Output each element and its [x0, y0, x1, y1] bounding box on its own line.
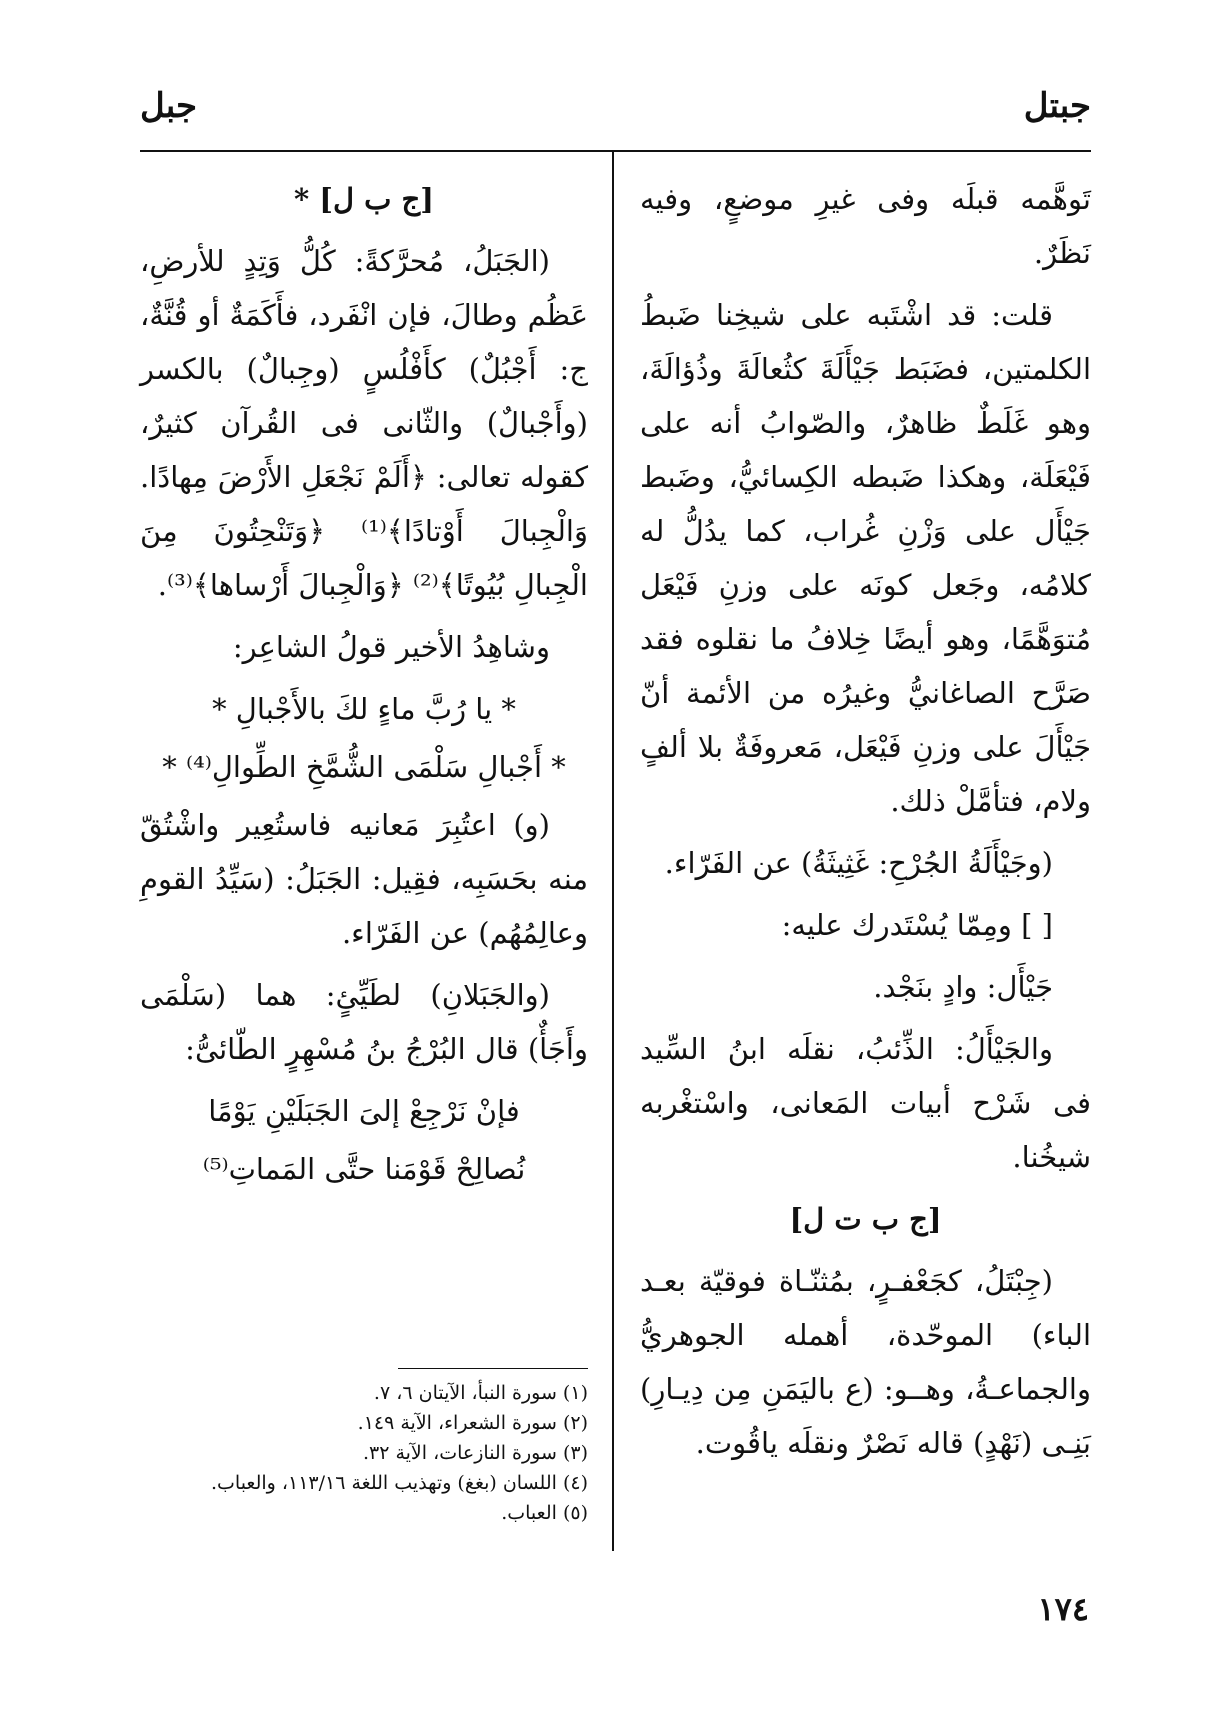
verse-line: نُصالِحْ قَوْمَنا حتَّى المَماتِ⁽⁵⁾: [202, 1152, 526, 1186]
footnote: (٣) سورة النازعات، الآية ٣٢.: [362, 1442, 588, 1464]
column-divider: [612, 151, 614, 1551]
section-heading: [ج ب ل] *: [294, 182, 434, 216]
paragraph: والجَيْأَلُ: الذِّئبُ، نقلَه ابنُ السِّيد فى شَرْح أبيات المَعانى، واسْتغْربه شيخُنا.: [640, 1032, 1091, 1174]
verse-line: * يا رُبَّ ماءٍ لكَ بالأَجْبالِ *: [212, 692, 516, 726]
paragraph: وشاهِدُ الأخير قولُ الشاعِر:: [232, 630, 550, 664]
paragraph: (و) اعتُبِرَ مَعانيه فاستُعِير واشْتُقّ منه بحَسَبِه، فقِيل: الجَبَلُ: (سَيِّدُ القومِ وعالِمُهُم) عن الفَرّاء.: [140, 808, 588, 950]
verse-line: * أَجْبالِ سَلْمَى الشُّمَّخِ الطِّوالِ⁽⁴⁾ *: [162, 750, 566, 784]
footnote: (١) سورة النبأ، الآيتان ٦، ٧.: [373, 1382, 588, 1404]
paragraph: (جِبْتَلُ، كجَعْفـرٍ، بمُثنّـاة فوقيّة بعـد الباء) الموحّدة، أهمله الجوهريُّ والجماعـةُ، وهــو: (ع باليَمَنِ مِن دِيـارِ) بَنِـى (نَهْدٍ) قاله نَصْرٌ ونقلَه ياقُوت.: [640, 1264, 1091, 1460]
left-column: [140, 168, 588, 1200]
paragraph: قلت: قد اشْتَبه على شيخِنا ضَبطُ الكلمتين، فضَبَط جَيْأَلَةَ كثُعالَةَ وذُؤالَةَ، وهو غَلَطٌ ظاهرٌ، والصّوابُ أنه على فَيْعَلَة، وهكذا ضَبطه الكِسائيُّ، وضَبط جَيْأَل على وَزْنِ غُراب، كما يدُلُّ له كلامُه، وجَعل كونَه على وزنِ فَيْعَل مُتوَهَّمًا، وهو أيضًا خِلافُ ما نقلوه فقد صَرَّح الصاغانيُّ وغيرُه من الأئمة أنّ جَيْأَلَ على وزنِ فَيْعَل، مَعروفَةٌ بلا ألفٍ ولام، فتأمَّلْ ذلك.: [640, 298, 1091, 818]
footnote-rule: [398, 1368, 588, 1369]
verse-line: فإنْ نَرْجِعْ إلىَ الجَبَلَيْنِ يَوْمًا: [208, 1094, 520, 1128]
paragraph: جَيْأَل: وادٍ بنَجْد.: [873, 970, 1053, 1004]
paragraph: (الجَبَلُ، مُحرَّكةً: كُلُّ وَتِدٍ للأرضِ، عَظُم وطالَ، فإن انْفَرد، فأَكَمَةٌ أو قُنَّةٌ، ج: أَجْبُلٌ) كأَفْلُسٍ (وجِبالٌ) بالكسر (وأَجْبالٌ) والثّانى فى القُرآن كثيرٌ، كقوله تعالى: ﴿أَلَمْ نَجْعَلِ الأَرْضَ مِهادًا. وَالْجِبالَ أَوْتادًا﴾⁽¹⁾ ﴿وَتَنْحِتُونَ مِنَ الْجِبالِ بُيُوتًا﴾⁽²⁾ ﴿وَالْجِبالَ أَرْساها﴾⁽³⁾.: [140, 244, 588, 602]
footnote: (٢) سورة الشعراء، الآية ١٤٩.: [357, 1412, 588, 1434]
paragraph: (وجَيْأَلَةُ الجُرْحِ: غَثِيثَةُ) عن الفَرّاء.: [664, 846, 1053, 880]
footnotes: [140, 1378, 588, 1528]
footnote: (٥) العباب.: [501, 1502, 588, 1524]
header-rule: [140, 150, 1091, 152]
footnote: (٤) اللسان (بغغ) وتهذيب اللغة ١١٣/١٦، والعباب.: [210, 1472, 588, 1494]
section-heading: [ج ب ت ل]: [789, 1202, 942, 1236]
paragraph: تَوهَّمه قبلَه وفى غيرِ موضعٍ، وفيه نَظَرٌ.: [640, 182, 1091, 270]
paragraph: (والجَبَلانِ) لطَيِّئٍ: هما (سَلْمَى وأَجَأٌ) قال البُرْجُ بنُ مُسْهِرٍ الطّائىُّ:: [140, 978, 588, 1066]
running-header-right: جبتل: [1023, 86, 1091, 126]
right-column: [640, 172, 1091, 1478]
paragraph: [ ] ومِمّا يُسْتَدرك عليه:: [781, 908, 1053, 942]
running-header-left: جبل: [140, 86, 198, 126]
page-number: ١٧٤: [1037, 1590, 1089, 1628]
